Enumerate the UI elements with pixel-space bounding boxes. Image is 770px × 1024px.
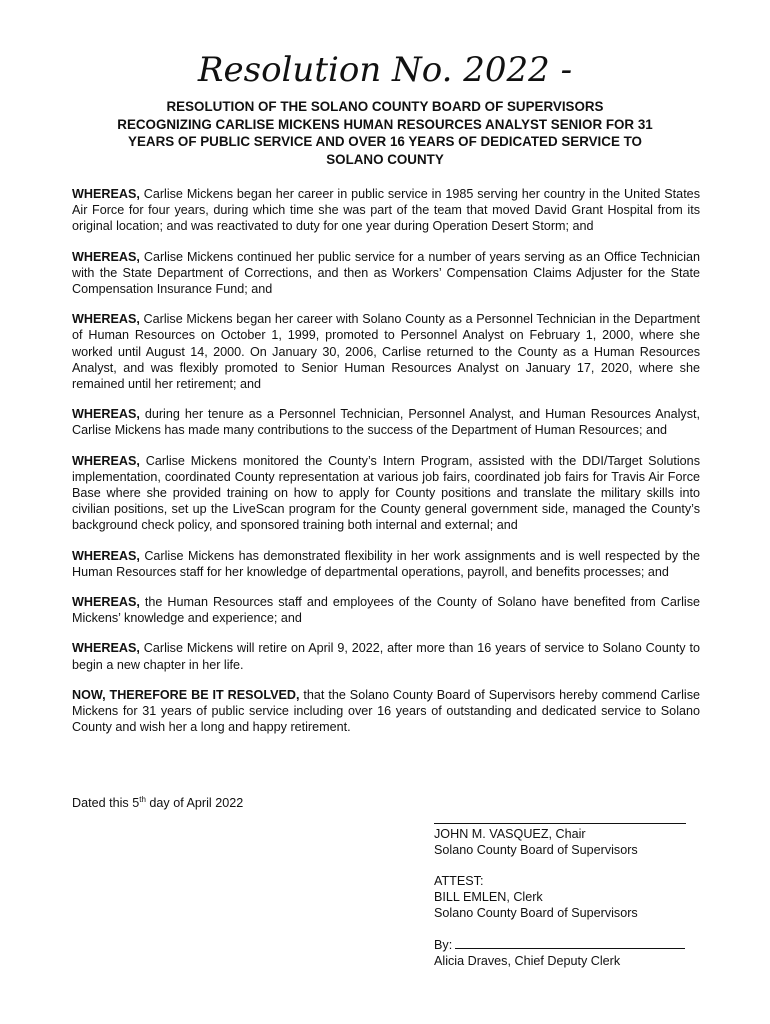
paragraph-text: Carlise Mickens will retire on April 9, 2022, after more than 16 years of service to Solano County to begin a new chapter in her life. (72, 641, 700, 672)
paragraph-lead: WHEREAS, (72, 641, 140, 656)
paragraph-lead: WHEREAS, (72, 407, 140, 422)
dated-line (72, 795, 243, 811)
chair-org: Solano County Board of Supervisors (434, 843, 638, 858)
clerk-name: BILL EMLEN, Clerk (434, 890, 543, 905)
paragraph-text: Carlise Mickens began her career in public service in 1985 serving her country in the United States Air Force for four years, during which time she was part of the team that moved David Grant Hospital from its original location; and was reactivated to duty for one year during Operation Desert Storm; and (72, 187, 700, 234)
paragraph-text: that the Solano County Board of Supervisors hereby commend Carlise Mickens for 31 years of public service including over 16 years of outstanding and dedicated service to Solano County and wish her a long and happy retirement. (72, 687, 700, 735)
clerk-org: Solano County Board of Supervisors (434, 906, 638, 921)
heading-line: RECOGNIZING CARLISE MICKENS HUMAN RESOURCES ANALYST SENIOR FOR 31 (117, 116, 653, 132)
by-label: By: (434, 938, 453, 952)
paragraph-text: Carlise Mickens monitored the County’s Intern Program, assisted with the DDI/Target Solutions implementation, coordinated County representation at various job fairs, coordinated job fairs for Travis Air Force Base where she provided training on how to apply for County positions and translate the military skills into civilian positions, set up the LiveScan program for the County general government side, managed the County’s background check policy, and sponsored training both internal and external; and (72, 453, 700, 533)
whereas-paragraph (72, 186, 700, 235)
heading-line: SOLANO COUNTY (326, 151, 444, 167)
paragraph-lead: WHEREAS, (72, 548, 140, 563)
paragraph-lead: WHEREAS, (72, 453, 140, 468)
chair-name: JOHN M. VASQUEZ, Chair (434, 827, 586, 841)
paragraph-text: during her tenure as a Personnel Technician, Personnel Analyst, and Human Resources Analyst, Carlise Mickens has made many contributions to the success of the Department of Human Resources; and (72, 407, 700, 438)
whereas-paragraph (72, 640, 700, 672)
whereas-paragraph (72, 453, 700, 534)
chair-signature-line (434, 823, 686, 824)
by-signature-line (455, 937, 685, 949)
deputy-clerk-name: Alicia Draves, Chief Deputy Clerk (434, 954, 621, 969)
paragraph-lead: WHEREAS, (72, 249, 140, 264)
whereas-paragraph (72, 249, 700, 298)
paragraph-text: the Human Resources staff and employees of the County of Solano have benefited from Carlise Mickens’ knowledge and experience; and (72, 595, 700, 626)
paragraph-lead: NOW, THEREFORE BE IT RESOLVED, (72, 687, 300, 702)
attest-label: ATTEST: (434, 874, 484, 888)
dated-prefix: Dated this 5 (72, 796, 140, 810)
whereas-paragraph (72, 594, 700, 626)
paragraph-text: Carlise Mickens has demonstrated flexibility in her work assignments and is well respected by the Human Resources staff for her knowledge of departmental operations, payroll, and benefits processes; and (72, 548, 700, 579)
resolved-paragraph (72, 687, 700, 736)
resolution-body (72, 186, 700, 749)
by-line (434, 937, 704, 953)
paragraph-lead: WHEREAS, (72, 312, 140, 327)
attest-block (434, 873, 704, 922)
paragraph-text: Carlise Mickens began her career with Solano County as a Personnel Technician in the Department of Human Resources on October 1, 1999, promoted to Personnel Analyst on February 1, 2000, where she worked until August 14, 2000. On January 30, 2006, Carlise returned to the County as a Human Resources Analyst, and was flexibly promoted to Senior Human Resources Analyst on January 17, 2020, where she remained until her retirement; and (72, 312, 700, 392)
paragraph-text: Carlise Mickens continued her public service for a number of years serving as an Office Technician with the State Department of Corrections, and then as Workers’ Compensation Claims Adjuster for the State Compensation Insurance Fund; and (72, 249, 700, 297)
paragraph-lead: WHEREAS, (72, 187, 140, 201)
whereas-paragraph (72, 311, 700, 392)
resolution-title: Resolution No. 2022 - (197, 50, 573, 90)
by-block (434, 937, 704, 969)
paragraph-lead: WHEREAS, (72, 595, 140, 610)
resolution-heading (70, 98, 700, 168)
whereas-paragraph (72, 548, 700, 580)
dated-rest: day of April 2022 (145, 796, 244, 810)
whereas-paragraph (72, 406, 700, 438)
heading-line: RESOLUTION OF THE SOLANO COUNTY BOARD OF SUPERVISORS (166, 99, 604, 114)
dated-ordinal: th (139, 795, 146, 804)
chair-signature-block (434, 826, 704, 858)
heading-line: YEARS OF PUBLIC SERVICE AND OVER 16 YEARS OF DEDICATED SERVICE TO (128, 134, 642, 149)
